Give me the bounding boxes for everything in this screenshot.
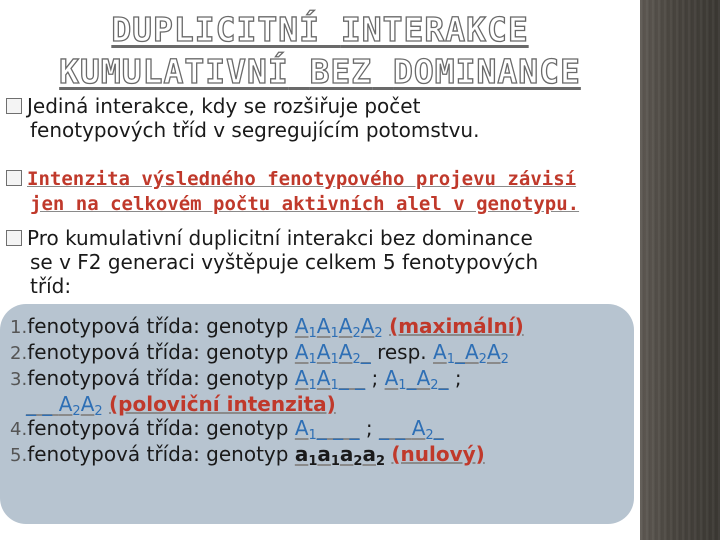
- genotype: $A_1A_1A_2A_2$: [294, 314, 383, 341]
- intensity-note: (maximální): [389, 314, 524, 338]
- intensity-note: (nulový): [391, 442, 485, 466]
- bullet-text: Pro kumulativní duplicitní interakci bez dominance: [27, 226, 533, 250]
- bullet-text: fenotypových tříd v segregujícím potomstvu.: [30, 118, 480, 142]
- phenotype-class-list: [10, 314, 634, 468]
- title-word: KUMULATIVNÍ: [59, 52, 289, 91]
- phenotype-class-row-continued: [10, 392, 634, 419]
- decorative-side-strip: [640, 0, 720, 540]
- bullet-box-icon: [6, 98, 22, 114]
- bullet-text: jen na celkovém počtu aktivních alel v genotypu.: [30, 193, 580, 215]
- genotype: $A_1A_1\_$ _: [294, 366, 366, 393]
- genotype: $A_1\_A_2A_2$: [433, 340, 509, 367]
- genotype: $A_1\_A_2\_$: [384, 366, 449, 393]
- intensity-note: (poloviční intenzita): [109, 392, 336, 416]
- phenotype-class-row: 3.fenotypová třída: genotyp $A_1A_1\_$ _ ; $A_1\_A_2\_$ ;: [10, 366, 462, 393]
- bullet-text: tříd:: [30, 274, 72, 298]
- title-word: BEZ: [309, 52, 373, 91]
- slide-title-line-2: [0, 52, 640, 91]
- bullet-box-icon: [6, 170, 22, 186]
- genotype: _ _ $A_2A_2$: [26, 392, 103, 419]
- bullet-text: Intenzita výsledného fenotypového projevu závisí: [27, 168, 577, 190]
- genotype: $A_1\_$ _ _: [294, 416, 360, 443]
- phenotype-class-row: 1.fenotypová třída: genotyp $A_1A_1A_2A_2$ (maximální): [10, 314, 524, 341]
- bullet-item: [6, 226, 640, 298]
- title-word: DOMINANCE: [393, 52, 581, 91]
- bullet-text: Jediná interakce, kdy se rozšiřuje počet: [27, 94, 421, 118]
- bullet-text: se v F2 generaci vyštěpuje celkem 5 fenotypových: [30, 250, 539, 274]
- title-word: INTERAKCE: [340, 10, 529, 49]
- bullet-item-highlighted: [6, 166, 640, 216]
- slide-title-line-1: [0, 10, 640, 49]
- bullet-box-icon: [6, 230, 22, 246]
- genotype: _ _ $A_2\_$: [378, 416, 444, 443]
- phenotype-class-row: 2.fenotypová třída: genotyp $A_1A_1A_2\_$ resp. $A_1\_A_2A_2$: [10, 340, 509, 367]
- phenotype-class-row: 5.fenotypová třída: genotyp $a_1a_1a_2a_2$ (nulový): [10, 442, 485, 469]
- bullet-item: [6, 94, 640, 142]
- genotype: $A_1A_1A_2\_$: [294, 340, 371, 367]
- genotype: $a_1a_1a_2a_2$: [294, 442, 386, 469]
- title-word: DUPLICITNÍ: [111, 10, 320, 49]
- phenotype-class-row: 4.fenotypová třída: genotyp $A_1\_$ _ _ ; _ _ $A_2\_$: [10, 416, 444, 443]
